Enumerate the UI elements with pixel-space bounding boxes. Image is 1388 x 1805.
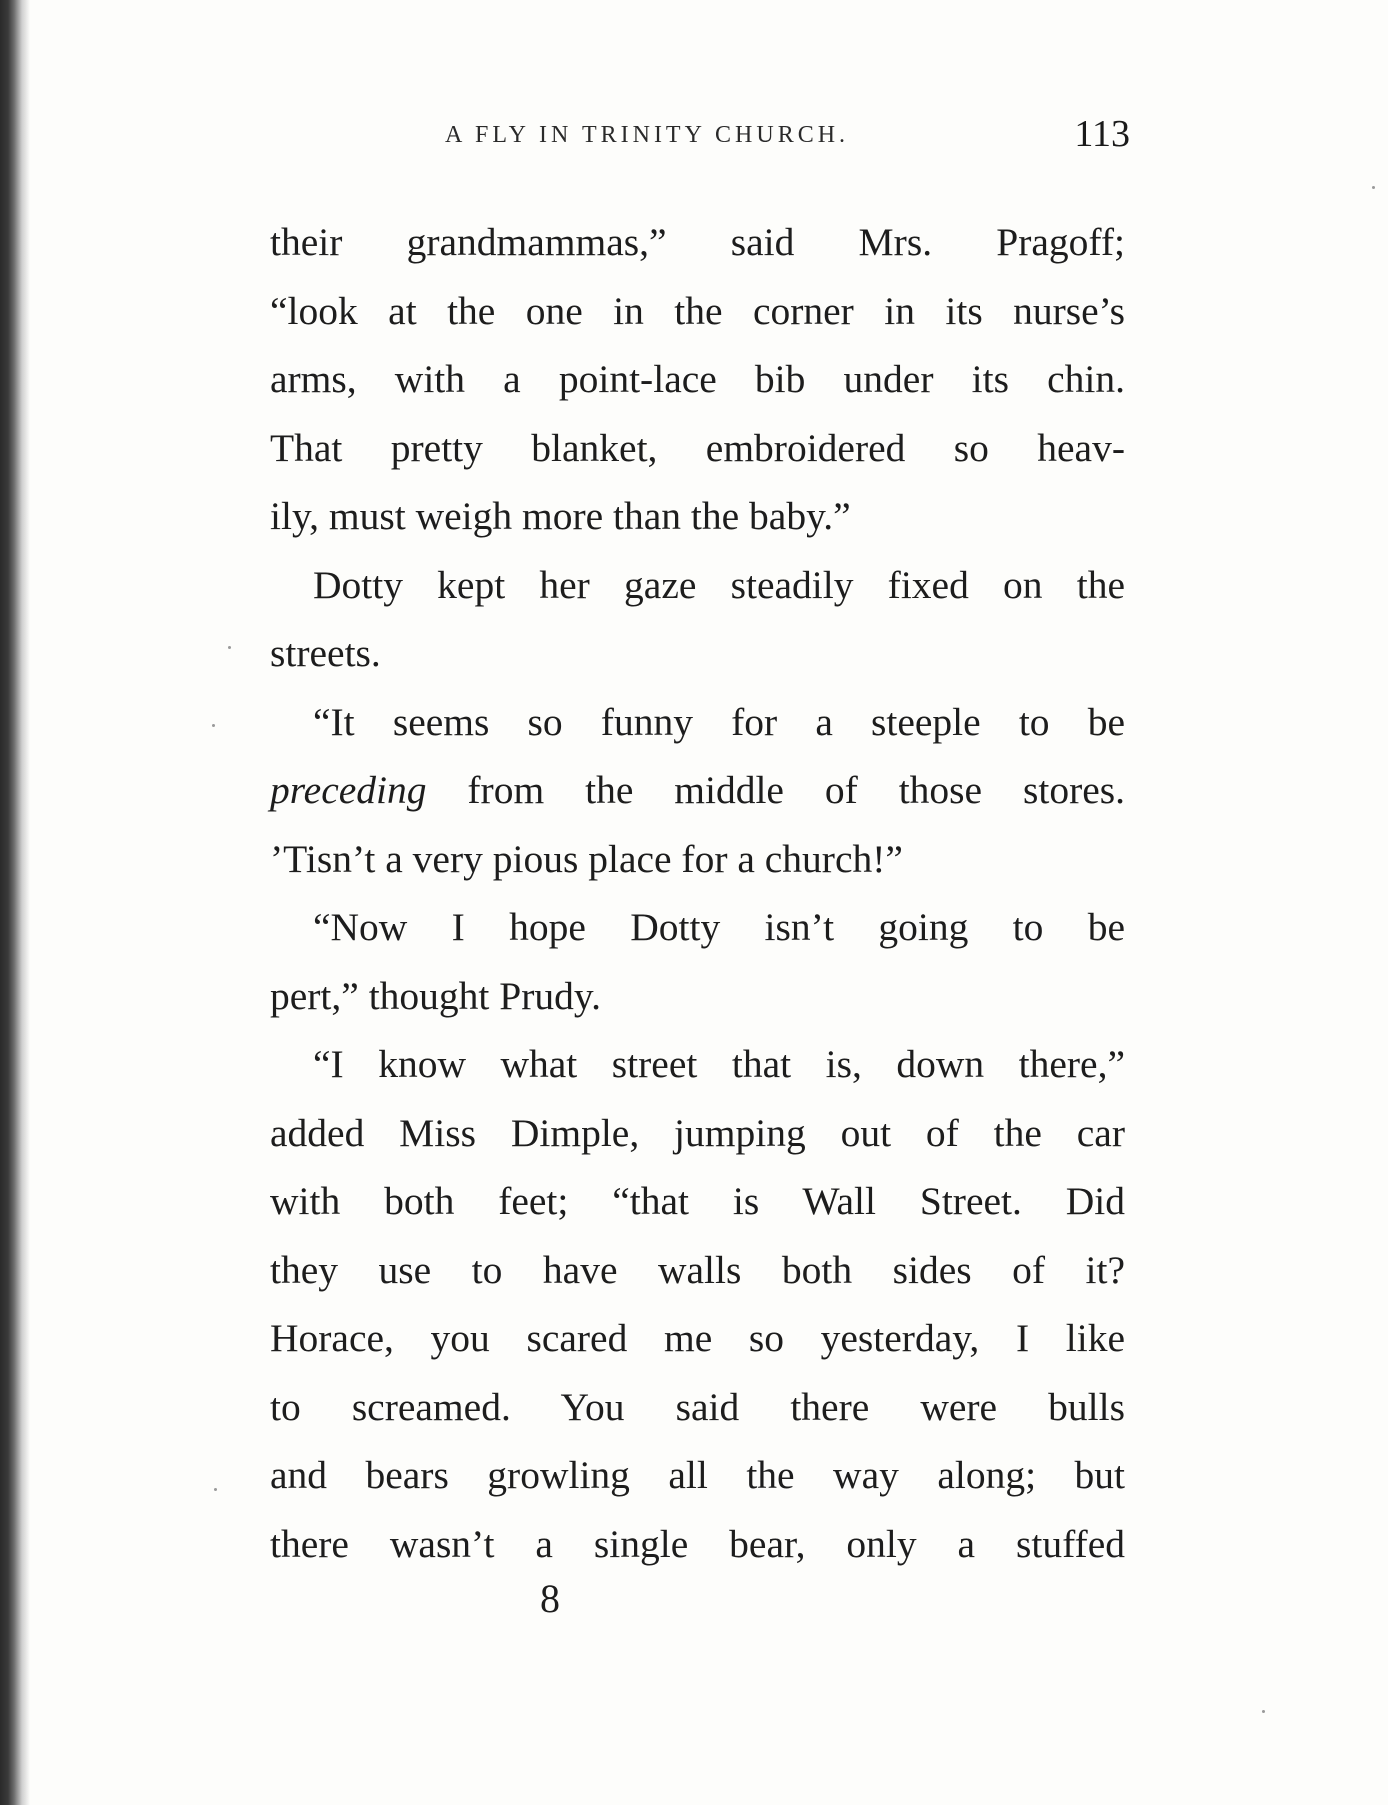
running-head — [270, 112, 1130, 162]
text-line: they use to have walls both sides of it? — [270, 1247, 1125, 1292]
paper-speck — [214, 1488, 217, 1491]
page-number: 113 — [1074, 113, 1130, 155]
text-line: arms, with a point-lace bib under its chin. — [270, 357, 1125, 401]
text-line: their grandmammas,” said Mrs. Pragoff; — [270, 220, 1125, 264]
italic-word: preceding — [270, 768, 427, 812]
text-line: pert,” thought Prudy. — [270, 973, 601, 1018]
text-line — [270, 756, 1125, 825]
paper-speck — [1372, 186, 1375, 189]
text-line: to screamed. You said there were bulls — [270, 1384, 1125, 1429]
text-line: with both feet; “that is Wall Street. Did — [270, 1179, 1125, 1223]
text-line: and bears growling all the way along; but — [270, 1453, 1125, 1497]
paper-speck — [1262, 1710, 1265, 1713]
text-line: Dotty kept her gaze steadily fixed on the — [313, 562, 1125, 607]
text-line: ’Tisn’t a very pious place for a church!” — [270, 836, 903, 881]
paper-speck — [228, 646, 231, 649]
text-fragment: from the middle of those stores. — [467, 768, 1126, 812]
running-title: A FLY IN TRINITY CHURCH. — [445, 122, 850, 148]
text-line: “look at the one in the corner in its nurse’s — [270, 288, 1125, 333]
text-line: added Miss Dimple, jumping out of the car — [270, 1110, 1125, 1155]
text-line: “It seems so funny for a steeple to be — [313, 699, 1125, 744]
paper-speck — [212, 724, 215, 727]
text-line: there wasn’t a single bear, only a stuffed — [270, 1521, 1125, 1566]
signature-mark: 8 — [540, 1576, 560, 1621]
text-line: ily, must weigh more than the baby.” — [270, 494, 851, 538]
body-text — [270, 208, 1125, 1578]
text-line: That pretty blanket, embroidered so heav- — [270, 425, 1125, 470]
text-line: “Now I hope Dotty isn’t going to be — [313, 905, 1125, 949]
text-line: streets. — [270, 631, 381, 675]
text-line: “I know what street that is, down there,” — [313, 1042, 1125, 1086]
spine-shadow — [0, 0, 30, 1805]
text-line: Horace, you scared me so yesterday, I like — [270, 1316, 1125, 1360]
